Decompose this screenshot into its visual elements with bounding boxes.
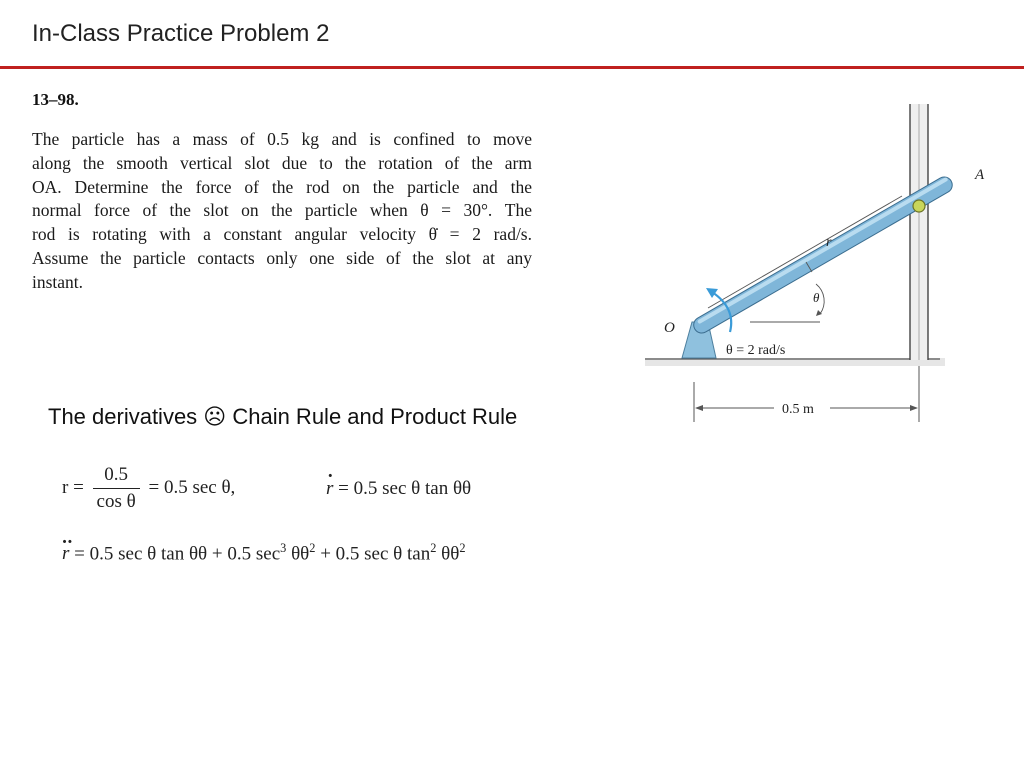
label-o: O xyxy=(664,320,675,336)
equation-r xyxy=(62,464,235,513)
omega-label: θ = 2 rad/s xyxy=(726,343,786,358)
eq-rddot-sq1: 2 xyxy=(309,541,316,555)
eq-rddot-exp3: 3 xyxy=(280,541,287,555)
eq-r-denominator: cos θ xyxy=(96,491,136,512)
slide-title: In-Class Practice Problem 2 xyxy=(32,20,330,47)
problem-line: The particle has a mass of 0.5 kg and is confined to move xyxy=(32,129,532,149)
eq-r-numerator: 0.5 xyxy=(93,464,140,489)
problem-line: along the smooth vertical slot due to the rotation of the arm xyxy=(32,152,532,173)
title-divider xyxy=(0,66,1024,69)
eq-rddot-exp2: 2 xyxy=(430,541,437,555)
problem-line: normal force of the slot on the particle when θ = 30°. The xyxy=(32,200,532,221)
dim-arrow-left xyxy=(695,405,703,411)
dim-arrow-right xyxy=(910,405,918,411)
mechanism-diagram xyxy=(640,96,1000,436)
eq-rdot-rhs: = 0.5 sec θ tan θθ xyxy=(338,478,472,499)
eq-rddot-term3-tail: θθ xyxy=(441,543,460,565)
eq-rdot-lhs: r · xyxy=(326,478,333,500)
eq-r-fraction xyxy=(93,464,140,513)
problem-line: OA. Determine the force of the rod on the particle and the xyxy=(32,176,532,197)
eq-rddot-term2-tail: θθ xyxy=(291,543,310,565)
derivatives-heading: The derivatives ☹ Chain Rule and Product Rule xyxy=(48,404,518,429)
problem-line: instant. xyxy=(32,271,84,292)
distance-label: 0.5 m xyxy=(782,402,814,417)
problem-line: rod is rotating with a constant angular velocity θ̇ = 2 rad/s. xyxy=(32,224,532,245)
problem-number: 13–98. xyxy=(32,90,79,109)
label-r: r xyxy=(826,235,832,250)
equation-r-ddot xyxy=(62,541,466,565)
eq-rddot-term1: = 0.5 sec θ tan θθ xyxy=(74,543,208,565)
eq-r-rhs: = 0.5 sec θ, xyxy=(148,476,236,498)
label-theta: θ xyxy=(813,290,820,305)
equation-r-dot xyxy=(326,478,471,500)
eq-rddot-term2: + 0.5 sec xyxy=(211,543,281,565)
label-a: A xyxy=(975,167,985,183)
eq-rddot-term3: + 0.5 sec θ tan xyxy=(320,543,431,565)
eq-r-lhs: r = xyxy=(62,476,84,498)
problem-line: Assume the particle contacts only one side of the slot at any xyxy=(32,247,532,268)
r-dimension-line xyxy=(708,196,902,308)
eq-rddot-lhs: r ·· xyxy=(62,543,69,565)
eq-rddot-sq2: 2 xyxy=(459,541,466,555)
omega-arrowhead xyxy=(706,288,718,298)
particle xyxy=(913,200,925,212)
problem-statement xyxy=(32,128,532,295)
